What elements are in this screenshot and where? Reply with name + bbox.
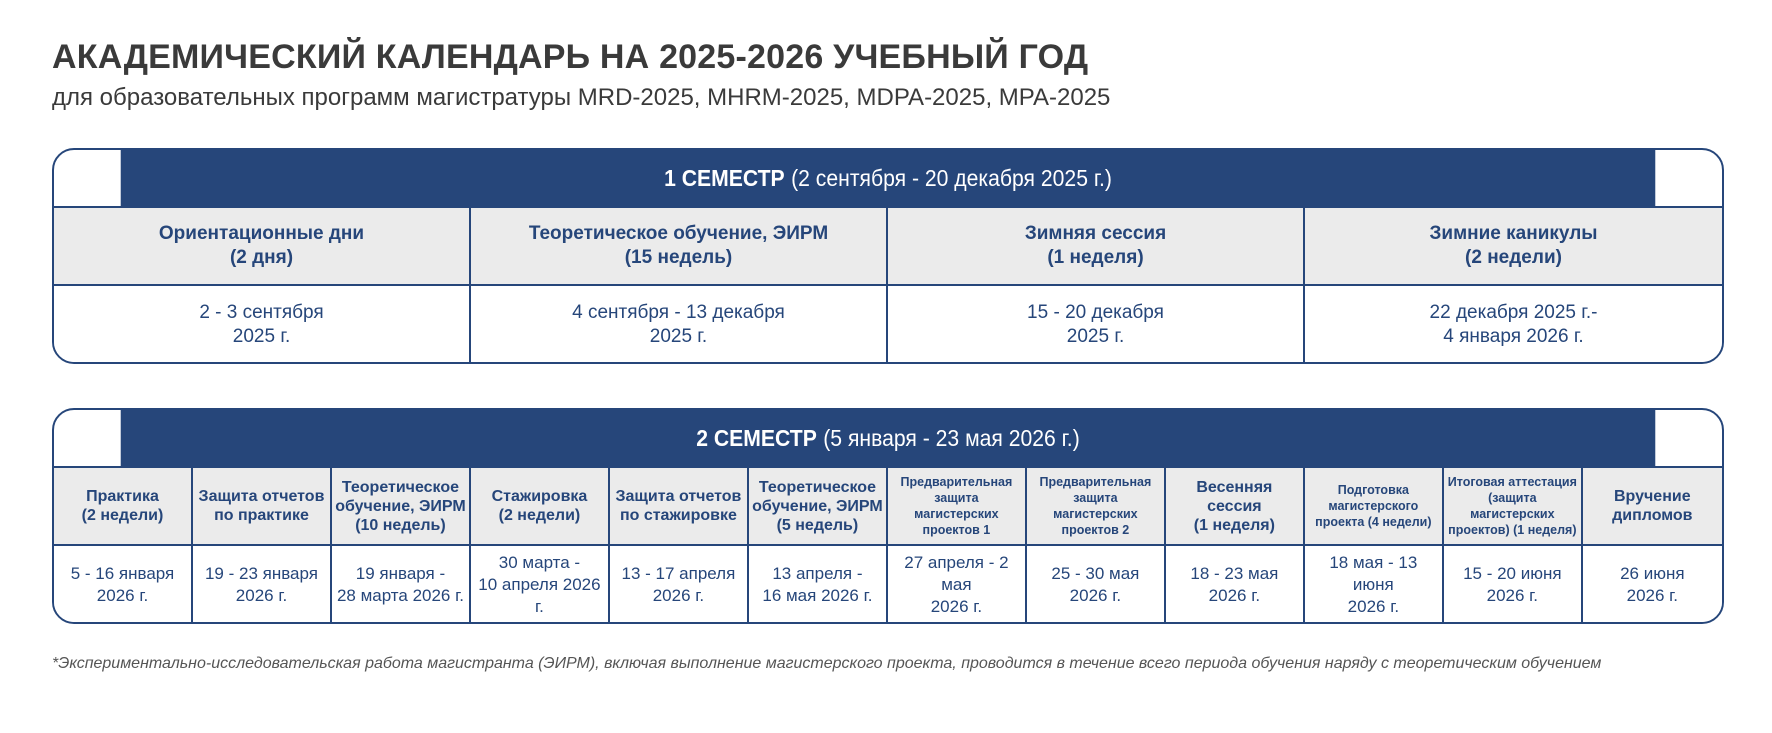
header-cell: Вручение дипломов — [1612, 488, 1693, 524]
header-cell: Предварительная защита магистерских проектов 1 — [888, 468, 1027, 544]
semester-1-header — [121, 150, 1656, 206]
date-cell: 15 - 20 декабря 2025 г. — [888, 286, 1305, 364]
header-cell: Теоретическое обучение, ЭИРМ (15 недель) — [471, 208, 888, 284]
semester-2-header — [121, 410, 1656, 466]
header-cell: Стажировка (2 недели) — [471, 468, 610, 544]
date-cell: 25 - 30 мая 2026 г. — [1027, 546, 1166, 624]
date-cell: 26 июня 2026 г. — [1620, 564, 1685, 605]
date-cell: 19 - 23 января 2026 г. — [193, 546, 332, 624]
header-cell: Итоговая аттестация (защита магистерских проектов) (1 неделя) — [1444, 468, 1583, 544]
semester-1-range: (2 сентября - 20 декабря 2025 г.) — [791, 164, 1112, 191]
date-cell: 30 марта - 10 апреля 2026 г. — [471, 546, 610, 624]
date-cell: 18 мая - 13 июня 2026 г. — [1305, 546, 1444, 624]
header-cell: Предварительная защита магистерских проектов 2 — [1027, 468, 1166, 544]
date-cell: 5 - 16 января 2026 г. — [54, 546, 193, 624]
page-subtitle: для образовательных программ магистратуры MRD-2025, MHRM-2025, MDPA-2025, MPA-2025 — [52, 84, 1111, 111]
semester-2-table — [52, 408, 1724, 624]
date-cell: 18 - 23 мая 2026 г. — [1166, 546, 1305, 624]
semester-2-date-row — [54, 546, 1722, 624]
header-cell: Защита отчетов по практике — [193, 468, 332, 544]
footnote: *Экспериментально-исследовательская работа магистранта (ЭИРМ), включая выполнение магистерского проекта, проводится в течение всего периода обучения наряду с теоретическим обучением — [52, 655, 1602, 672]
header-cell: Весенняя сессия (1 неделя) — [1166, 468, 1305, 544]
date-cell: 15 - 20 июня 2026 г. — [1444, 546, 1583, 624]
header-cell: Зимняя сессия (1 неделя) — [888, 208, 1305, 284]
semester-2-header-row — [54, 466, 1722, 546]
date-cell: 4 сентября - 13 декабря 2025 г. — [471, 286, 888, 364]
header-cell: Защита отчетов по стажировке — [610, 468, 749, 544]
date-cell: 13 апреля - 16 мая 2026 г. — [749, 546, 888, 624]
header-cell: Теоретическое обучение, ЭИРМ (10 недель) — [332, 468, 471, 544]
header-cell: Практика (2 недели) — [54, 468, 193, 544]
date-cell: 22 декабря 2025 г.- 4 января 2026 г. — [1429, 302, 1598, 347]
semester-1-date-row — [54, 286, 1722, 364]
page-title: АКАДЕМИЧЕСКИЙ КАЛЕНДАРЬ НА 2025-2026 УЧЕБНЫЙ ГОД — [52, 38, 1089, 76]
date-cell: 19 января - 28 марта 2026 г. — [332, 546, 471, 624]
date-cell: 13 - 17 апреля 2026 г. — [610, 546, 749, 624]
date-cell: 27 апреля - 2 мая 2026 г. — [888, 546, 1027, 624]
semester-1-header-row — [54, 206, 1722, 286]
header-cell: Теоретическое обучение, ЭИРМ (5 недель) — [749, 468, 888, 544]
date-cell: 2 - 3 сентября 2025 г. — [54, 286, 471, 364]
semester-2-range: (5 января - 23 мая 2026 г.) — [823, 424, 1080, 451]
semester-1-title: 1 СЕМЕСТР — [664, 164, 785, 191]
semester-2-title: 2 СЕМЕСТР — [696, 424, 817, 451]
header-cell: Ориентационные дни (2 дня) — [54, 208, 471, 284]
header-cell: Подготовка магистерского проекта (4 недели) — [1305, 468, 1444, 544]
header-cell: Зимние каникулы (2 недели) — [1429, 223, 1598, 268]
semester-1-table — [52, 148, 1724, 364]
